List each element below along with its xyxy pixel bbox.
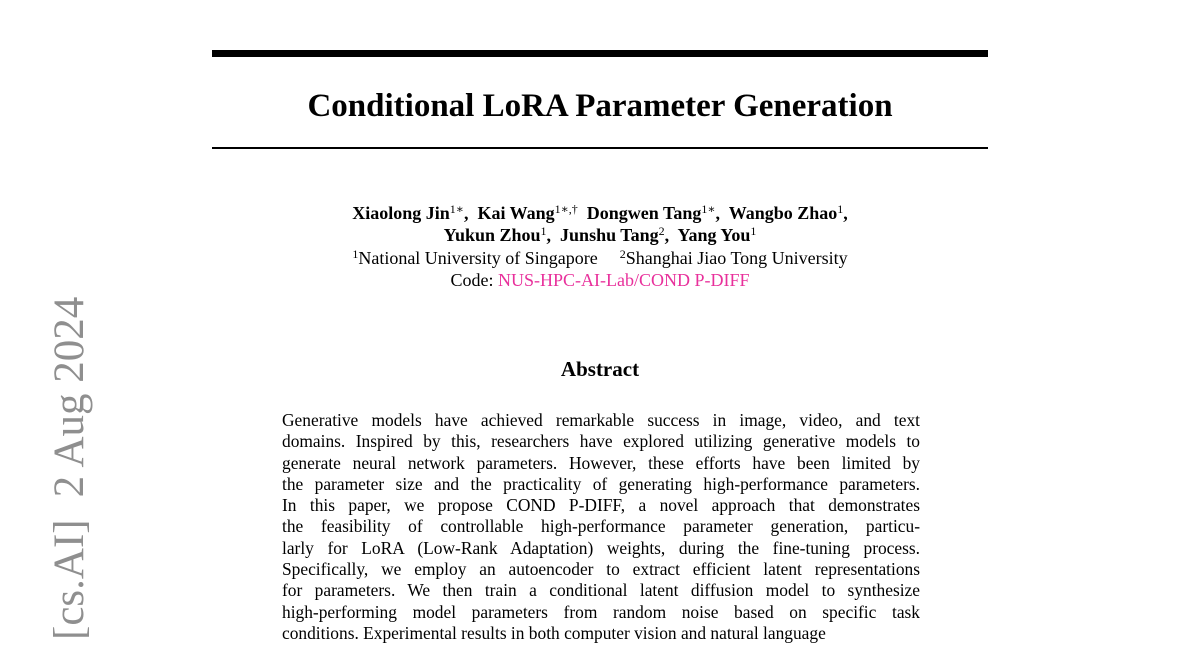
affiliation-sjtu: Shanghai Jiao Tong University <box>625 248 848 268</box>
abstract-line: high-performing model parameters from random noise based on specific task <box>282 601 920 622</box>
code-repo-link[interactable]: NUS-HPC-AI-Lab/COND P-DIFF <box>497 270 750 290</box>
author-name: Wangbo Zhao <box>728 203 838 223</box>
arxiv-date: 2 Aug 2024 <box>46 296 93 498</box>
abstract-line: larly for LoRA (Low-Rank Adaptation) weights, during the fine-tuning process. <box>282 537 920 558</box>
abstract-line: the feasibility of controllable high-performance parameter generation, particu- <box>282 516 920 537</box>
arxiv-category: [cs.AI] <box>46 519 93 640</box>
author-line-1: Xiaolong Jin$^{1∗}$, Kai Wang$^{1∗,\dagger}$ Dongwen Tang$^{1∗}$, Wangbo Zhao$^1$, <box>352 202 848 223</box>
author-name: Dongwen Tang <box>586 203 702 223</box>
affiliations: $^1$National University of Singapore $^2$Shanghai Jiao Tong University <box>352 247 848 268</box>
author-name: Junshu Tang <box>560 225 659 245</box>
author-line-2: Yukun Zhou$^1$, Junshu Tang$^2$, Yang You$^1$ <box>443 224 757 245</box>
abstract-line: Generative models have achieved remarkable success in image, video, and text <box>282 410 920 430</box>
author-list <box>212 202 988 246</box>
author-name: Kai Wang <box>477 203 555 223</box>
code-line <box>212 269 988 291</box>
abstract-line: for parameters. We then train a conditional latent diffusion model to synthesize <box>282 580 920 601</box>
abstract-line: In this paper, we propose COND P-DIFF, a novel approach that demonstrates <box>282 495 920 516</box>
title-bottom-rule <box>212 147 988 149</box>
author-name: Xiaolong Jin <box>352 203 450 223</box>
arxiv-stamp <box>48 297 91 640</box>
affiliation-nus: National University of Singapore <box>358 248 598 268</box>
abstract-line: conditions. Experimental results in both computer vision and natural language <box>282 622 826 643</box>
abstract-line: Specifically, we employ an autoencoder to extract efficient latent representations <box>282 559 920 580</box>
abstract-line: the parameter size and the practicality of generating high-performance parameters. <box>282 473 920 494</box>
abstract-line: generate neural network parameters. However, these efforts have been limited by <box>282 452 920 473</box>
abstract-heading: Abstract <box>560 357 640 381</box>
abstract-line: domains. Inspired by this, researchers have explored utilizing generative models to <box>282 431 920 452</box>
author-name: Yang You <box>677 225 751 245</box>
title-top-rule <box>212 50 988 57</box>
code-label: Code: <box>450 270 494 290</box>
abstract-body <box>282 410 920 644</box>
author-name: Yukun Zhou <box>443 225 541 245</box>
paper-title: Conditional LoRA Parameter Generation <box>307 88 893 124</box>
